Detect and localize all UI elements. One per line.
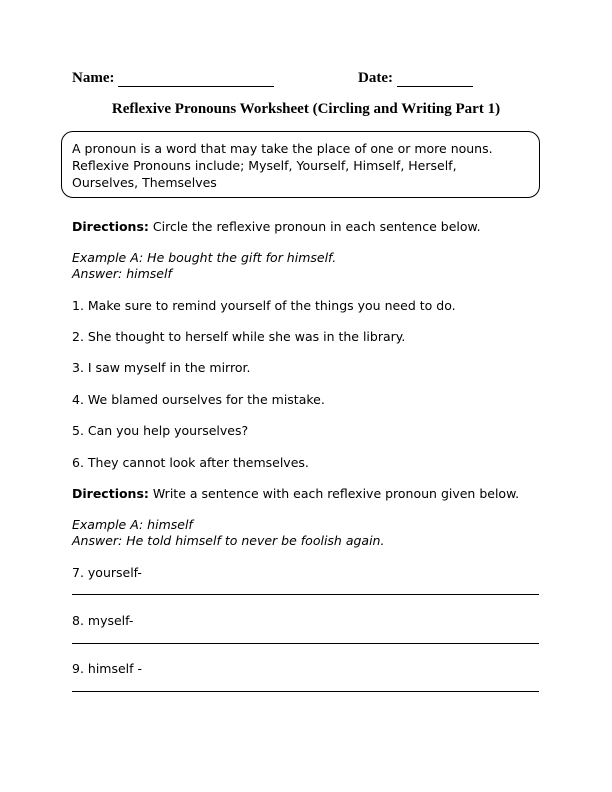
name-blank-line[interactable] [118, 71, 274, 87]
example-answer: Answer: himself [72, 266, 172, 281]
writing-prompt: 8. myself- [72, 613, 134, 628]
question-item[interactable]: 6. They cannot look after themselves. [72, 455, 309, 470]
header-row [72, 70, 492, 92]
definition-line: Ourselves, Themselves [72, 175, 217, 190]
example-answer: Answer: He told himself to never be foolish again. [72, 533, 385, 548]
answer-line[interactable] [72, 594, 539, 595]
name-label: Name: [72, 70, 115, 86]
definition-line: A pronoun is a word that may take the place of one or more nouns. [72, 141, 493, 156]
directions-label: Directions: [72, 219, 149, 234]
question-item[interactable]: 2. She thought to herself while she was in the library. [72, 329, 406, 344]
date-field [358, 70, 473, 87]
question-item[interactable]: 4. We blamed ourselves for the mistake. [72, 392, 325, 407]
worksheet-title: Reflexive Pronouns Worksheet (Circling and Writing Part 1) [111, 101, 501, 117]
answer-line[interactable] [72, 691, 539, 692]
example-word: Example A: himself [72, 517, 193, 532]
definition-box [61, 131, 540, 198]
writing-prompt: 9. himself - [72, 661, 143, 676]
directions-label: Directions: [72, 486, 149, 501]
writing-prompt: 7. yourself- [72, 565, 142, 580]
directions-text: Write a sentence with each reflexive pronoun given below. [148, 486, 520, 501]
definition-line: Reflexive Pronouns include; Myself, Yourself, Himself, Herself, [72, 158, 457, 173]
question-item[interactable]: 5. Can you help yourselves? [72, 423, 249, 438]
directions-part2 [72, 486, 519, 501]
name-field [72, 70, 274, 87]
date-blank-line[interactable] [397, 71, 473, 87]
directions-text: Circle the reflexive pronoun in each sentence below. [148, 219, 481, 234]
question-item[interactable]: 3. I saw myself in the mirror. [72, 360, 251, 375]
answer-line[interactable] [72, 643, 539, 644]
question-item[interactable]: 1. Make sure to remind yourself of the things you need to do. [72, 298, 456, 313]
directions-part1 [72, 219, 481, 234]
example-sentence: Example A: He bought the gift for himself. [72, 250, 337, 265]
date-label: Date: [358, 70, 393, 86]
